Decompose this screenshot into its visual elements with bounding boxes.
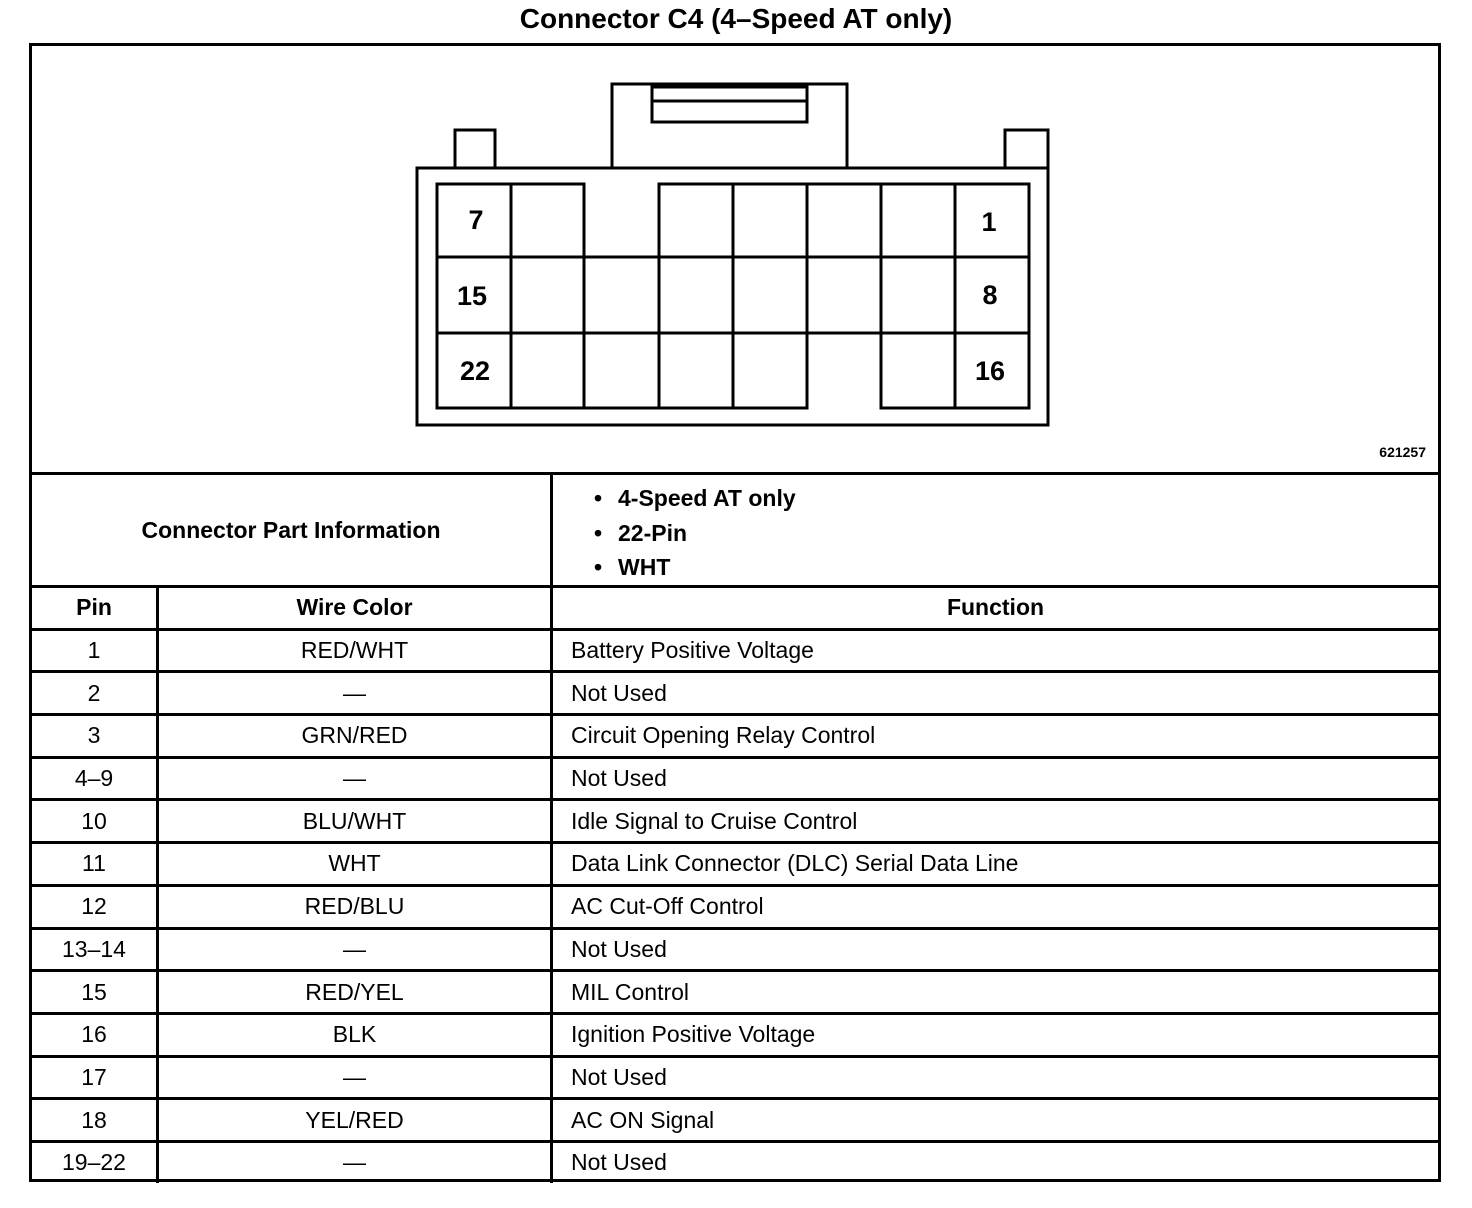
wire-color-cell: BLU/WHT <box>158 800 552 843</box>
header-pin: Pin <box>32 588 158 629</box>
header-function: Function <box>946 594 1045 621</box>
table-row <box>32 800 1438 843</box>
table-row <box>32 928 1438 971</box>
wire-color-cell: WHT <box>158 843 552 886</box>
wire-color-cell: RED/WHT <box>158 629 552 672</box>
function-cell: Not Used <box>552 757 1439 800</box>
wire-color-cell: YEL/RED <box>158 1099 552 1142</box>
table-row <box>32 971 1438 1014</box>
pin-label-1: 1 <box>981 207 997 237</box>
pin-label-7: 7 <box>468 205 484 235</box>
pin-cell: 2 <box>32 672 158 715</box>
table-row <box>32 843 1438 886</box>
right-tab <box>1005 130 1048 168</box>
function-cell: Battery Positive Voltage <box>552 629 1439 672</box>
pin-table <box>32 588 1438 1183</box>
pin-cell: 11 <box>32 843 158 886</box>
pin-cell: 10 <box>32 800 158 843</box>
pin-cell: 18 <box>32 1099 158 1142</box>
table-row <box>32 1099 1438 1142</box>
table-row <box>32 672 1438 715</box>
function-cell: AC ON Signal <box>552 1099 1439 1142</box>
connector-face-drawing <box>32 46 1438 472</box>
function-cell: Not Used <box>552 1141 1439 1182</box>
pin-label-16: 16 <box>974 356 1006 386</box>
part-info-list <box>594 481 796 585</box>
function-cell: AC Cut-Off Control <box>552 885 1439 928</box>
pin-table-header <box>32 588 1438 629</box>
pin-cell: 15 <box>32 971 158 1014</box>
part-info-item: • 4-Speed AT only <box>594 481 796 516</box>
function-cell: Not Used <box>552 1056 1439 1099</box>
table-row <box>32 1013 1438 1056</box>
wire-color-cell: RED/YEL <box>158 971 552 1014</box>
pin-cell: 12 <box>32 885 158 928</box>
table-row <box>32 1141 1438 1182</box>
wire-color-cell: GRN/RED <box>158 715 552 758</box>
wire-color-cell: RED/BLU <box>158 885 552 928</box>
function-cell: Circuit Opening Relay Control <box>552 715 1439 758</box>
left-tab <box>455 130 495 168</box>
function-cell: Not Used <box>552 928 1439 971</box>
figure-id: 621257 <box>1379 444 1426 460</box>
table-row <box>32 757 1438 800</box>
wire-color-cell: — <box>158 1056 552 1099</box>
wire-color-cell: — <box>158 672 552 715</box>
pin-label-15: 15 <box>456 281 488 311</box>
header-wire-color: Wire Color <box>158 588 552 629</box>
part-info-item: • 22-Pin <box>594 516 796 551</box>
part-info-item: • WHT <box>594 550 796 585</box>
pin-label-8: 8 <box>982 280 998 310</box>
pin-label-22: 22 <box>459 356 491 386</box>
wire-color-cell: BLK <box>158 1013 552 1056</box>
connector-diagram <box>32 46 1438 475</box>
wire-color-cell: — <box>158 757 552 800</box>
pin-cell: 1 <box>32 629 158 672</box>
pin-cell: 3 <box>32 715 158 758</box>
table-row <box>32 715 1438 758</box>
function-cell: Ignition Positive Voltage <box>552 1013 1439 1056</box>
wire-color-cell: — <box>158 928 552 971</box>
pin-cell: 13–14 <box>32 928 158 971</box>
function-cell: Data Link Connector (DLC) Serial Data Line <box>552 843 1439 886</box>
pin-cell: 19–22 <box>32 1141 158 1182</box>
function-cell: Not Used <box>552 672 1439 715</box>
part-info-label: Connector Part Information <box>32 475 553 585</box>
latch-slot <box>652 87 807 122</box>
connector-latch <box>612 84 847 168</box>
table-row <box>32 885 1438 928</box>
table-row <box>32 629 1438 672</box>
connector-part-info <box>32 475 1438 588</box>
function-cell: MIL Control <box>552 971 1439 1014</box>
pin-cell: 16 <box>32 1013 158 1056</box>
connector-sheet <box>29 43 1441 1182</box>
wire-color-cell: — <box>158 1141 552 1182</box>
pin-cell: 4–9 <box>32 757 158 800</box>
pin-grid <box>437 184 1029 408</box>
pin-cell: 17 <box>32 1056 158 1099</box>
page-title: Connector C4 (4–Speed AT only) <box>519 3 953 34</box>
function-cell: Idle Signal to Cruise Control <box>552 800 1439 843</box>
table-row <box>32 1056 1438 1099</box>
